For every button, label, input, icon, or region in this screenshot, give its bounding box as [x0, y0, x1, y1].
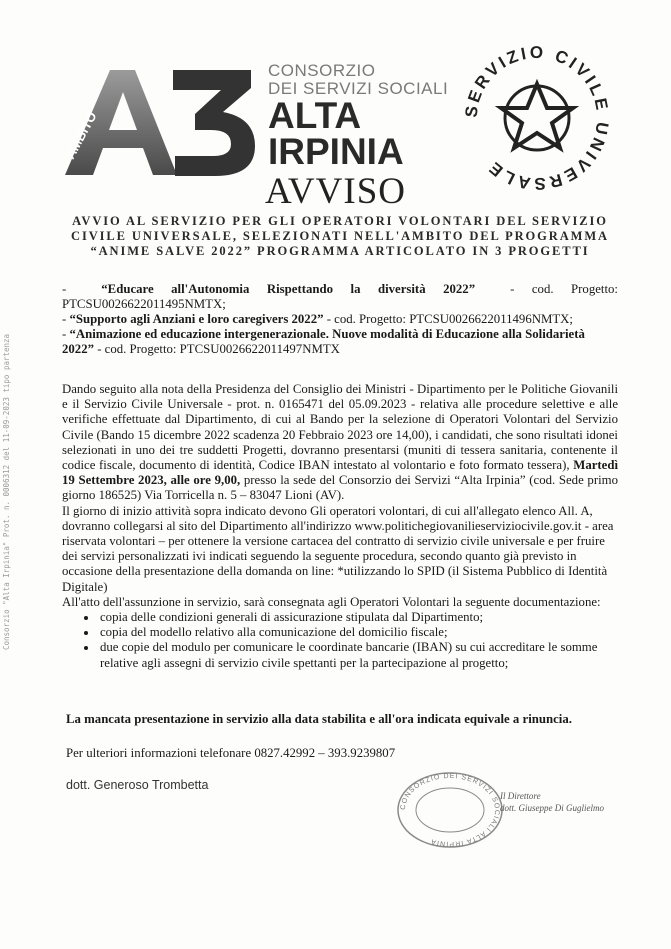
documents-list — [62, 610, 618, 671]
page-title: AVVISO — [264, 171, 406, 212]
list-item: • copia del modello relativo alla comunicazione del domicilio fiscale; — [98, 625, 618, 640]
document-header — [55, 40, 635, 190]
project-1-code: PTCSU0026622011495NMTX; — [62, 297, 226, 311]
list-item: • due copie del modulo per comunicare le coordinate bancarie (IBAN) su cui accreditare le somme relative agli assegni di servizio civile spettanti per la partecipazione al progetto; — [98, 640, 618, 670]
consorzio-name — [268, 62, 448, 170]
paragraph-3: All'atto dell'assunzione in servizio, sarà consegnata agli Operatori Volontari la seguente documentazione: — [62, 594, 601, 609]
project-1: - “Educare all'Autonomia Rispettando la diversità 2022” - cod. Progetto: — [62, 282, 618, 296]
svg-text:CONSORZIO DEI SERVIZI SOCIALI — [400, 773, 500, 847]
seal-text: SERVIZIO CIVILE UNIVERSALE — [461, 42, 613, 190]
stamp-text: CONSORZIO DEI SERVIZI SOCIALI ALTA IRPINIA — [399, 772, 501, 848]
ambito-label: AMBITO — [62, 109, 100, 162]
alta-label: ALTA — [268, 95, 362, 136]
paragraph-2: Il giorno di inizio attività sopra indicato devono Gli operatori volontari, di cui all'allegato elenco All. A, dovranno collegarsi al sito del Dipartimento all'indirizzo www.politichegiovanilieserviziocivile.gov.it - area riservata volontari – per ottenere la versione cartacea del contratto di servizio civile universale e per fruire dei servizi personalizzati ivi indicati seguendo la seguente procedura, secondo quanto già previsto in occasione della presentazione della domanda on line: *utilizzando lo SPID (il Sistema Pubblico di Identità Digitale) — [62, 503, 614, 594]
paragraph-1: Dando seguito alla nota della Presidenza del Consiglio dei Ministri - Dipartimento per le Politiche Giovanili e il Servizio Civile Universale - prot. n. 0165471 del 05.09.2023 - relativa alle procedure selettive e alle verifiche effettuate dal Dipartimento, di cui al Bando per la selezione di Operatori Volontari del Servizio Civile (Bando 15 dicembre 2022 scadenza 20 Febbraio 2023 ore 14,00), i candidati, che sono risultati idonei selezionati in uno dei tre suddetti Progetti, dovranno presentarsi (muniti di tessera sanitaria, contenente il codice fiscale, documento di identità, Codice IBAN intestato al volontario e foto formato tessera), Martedì 19 Settembre 2023, alle ore 9,00, presso la sede del Consorzio dei Servizi “Alta Irpinia” (cod. Sede primo giorno 186525) Via Torricella n. 5 – 83047 Lioni (AV). — [62, 382, 619, 503]
warning-text: La mancata presentazione in servizio alla data stabilita e all'ora indicata equivale a rinuncia. — [66, 712, 572, 726]
svg-text:SERVIZIO CIVILE UNIVERSALE — [462, 43, 612, 190]
director-signature — [500, 790, 604, 814]
project-list — [62, 282, 618, 357]
servizio-civile-seal — [453, 40, 621, 190]
official-stamp — [385, 770, 515, 850]
director-title: Il Direttore — [500, 791, 541, 801]
protocol-stamp: Consorzio "Alta Irpinia" Prot. n. 0006312 del 11-09-2023 tipo partenza — [2, 333, 11, 650]
project-2: - “Supporto agli Anziani e loro caregivers 2022” - cod. Progetto: PTCSU0026622011496NMTX; — [62, 312, 573, 326]
consorzio-logo — [55, 60, 265, 180]
signatory: dott. Generoso Trombetta — [66, 778, 209, 792]
consorzio-line2: DEI SERVIZI SOCIALI — [268, 79, 449, 98]
director-name: dott. Giuseppe Di Guglielmo — [500, 803, 604, 813]
project-3: - “Animazione ed educazione intergenerazionale. Nuove modalità di Educazione alla Solidarietà 2022” - cod. Progetto: PTCSU0026622011497NMTX — [62, 327, 585, 356]
body-text — [62, 382, 618, 671]
consorzio-line1: CONSORZIO — [268, 61, 376, 80]
irpinia-label: IRPINIA — [268, 131, 404, 172]
list-item: • copia delle condizioni generali di assicurazione stipulata dal Dipartimento; — [98, 610, 618, 625]
contact-info: Per ulteriori informazioni telefonare 0827.42992 – 393.9239807 — [66, 746, 396, 760]
subtitle: AVVIO AL SERVIZIO PER GLI OPERATORI VOLONTARI DEL SERVIZIO CIVILE UNIVERSALE, SELEZIONATI NELL'AMBITO DEL PROGRAMMA “ANIME SALVE 2022” PROGRAMMA ARTICOLATO IN 3 PROGETTI — [71, 214, 609, 258]
